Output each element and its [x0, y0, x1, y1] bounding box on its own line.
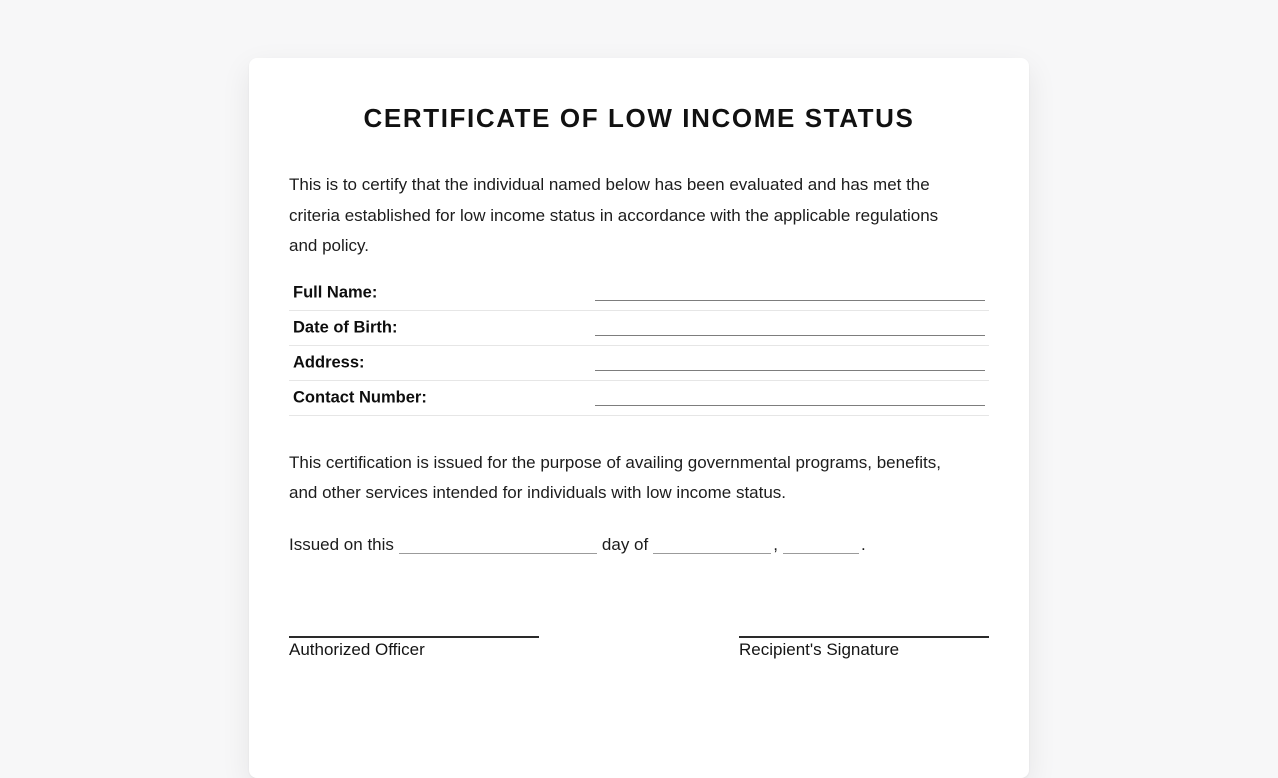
issued-period: .	[860, 534, 866, 554]
field-fill-line	[595, 335, 985, 336]
form-section	[289, 276, 989, 416]
field-label: Address:	[293, 353, 365, 371]
field-fill-line	[595, 405, 985, 406]
issued-year-blank	[783, 535, 859, 554]
field-row-address	[289, 346, 989, 381]
field-row-full-name	[289, 276, 989, 311]
field-label: Date of Birth:	[293, 318, 398, 336]
issued-statement	[289, 530, 989, 560]
purpose-line: and other services intended for individuals with low income status.	[289, 483, 787, 502]
field-label: Contact Number:	[293, 388, 427, 406]
issued-day-blank	[399, 535, 597, 554]
certificate-card	[249, 58, 1029, 778]
signature-section	[289, 636, 989, 660]
issued-prefix: Issued on this	[289, 534, 394, 554]
field-fill-line	[595, 370, 985, 371]
signature-block-authorized-officer	[289, 636, 539, 660]
issued-comma: ,	[773, 534, 778, 554]
issued-month-blank	[653, 535, 771, 554]
intro-line: criteria established for low income status in accordance with the applicable regulations	[289, 205, 939, 225]
field-row-date-of-birth	[289, 311, 989, 346]
intro-paragraph	[289, 170, 989, 262]
field-fill-line	[595, 300, 985, 301]
issued-middle: day of	[601, 534, 649, 554]
intro-line: and policy.	[289, 236, 370, 255]
signature-label: Recipient's Signature	[739, 639, 900, 659]
purpose-line: This certification is issued for the purpose of availing governmental programs, benefits,	[289, 452, 941, 472]
intro-line: This is to certify that the individual named below has been evaluated and has met the	[289, 175, 930, 194]
field-label: Full Name:	[293, 283, 378, 301]
certificate-title: CERTIFICATE OF LOW INCOME STATUS	[363, 103, 915, 133]
purpose-paragraph	[289, 448, 989, 509]
signature-label: Authorized Officer	[289, 639, 425, 659]
field-row-contact-number	[289, 381, 989, 416]
signature-block-recipient	[739, 636, 989, 660]
